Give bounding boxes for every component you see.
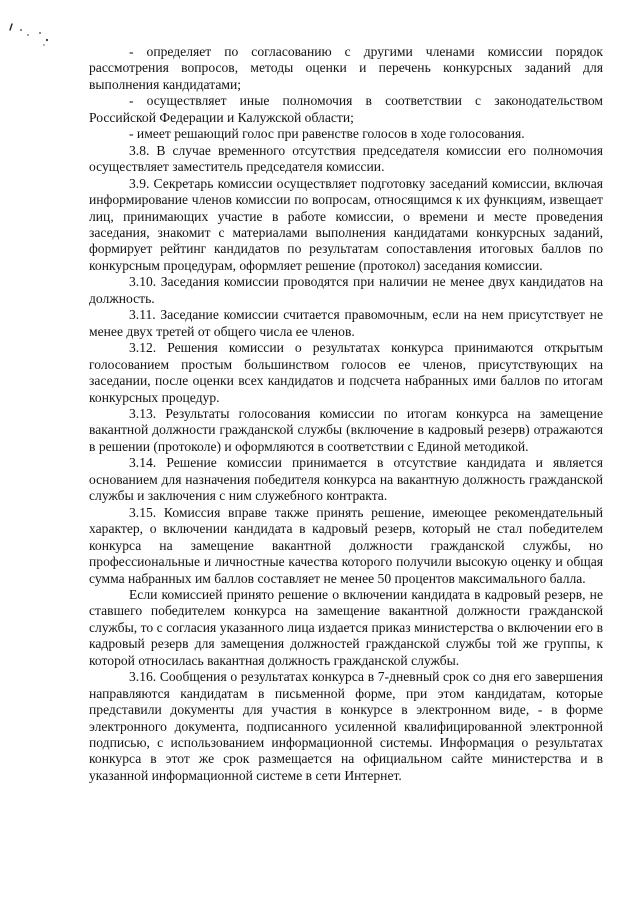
scan-specks bbox=[6, 18, 54, 48]
paragraph: 3.9. Секретарь комиссии осуществляет подготовку заседаний комиссии, включая информирование членов комиссии по вопросам, относящимся к их функциям, извещает лиц, принимающих участие в работе комиссии, о времени и месте проведения заседания, знакомит с материалами выполнения кандидатами конкурсных заданий, формирует рейтинг кандидатов по результатам сопоставления итоговых баллов по конкурсным процедурам, оформляет решение (протокол) заседания комиссии. bbox=[89, 175, 603, 273]
paragraph: 3.16. Сообщения о результатах конкурса в 7-дневный срок со дня его завершения направляются кандидатам в письменной форме, при этом кандидатам, которые представили документы для участия в конкурсе в электронном виде, - в форме электронного документа, подписанного усиленной квалифицированной электронной подписью, с использованием информационной системы. Информация о результатах конкурса в этот же срок размещается на официальном сайте министерства и в указанной информационной системе в сети Интернет. bbox=[89, 669, 603, 783]
document-body bbox=[89, 44, 603, 784]
paragraph: 3.11. Заседание комиссии считается правомочным, если на нем присутствует не менее двух третей от общего числа ее членов. bbox=[89, 307, 603, 339]
paragraph: - имеет решающий голос при равенстве голосов в ходе голосования. bbox=[129, 126, 525, 142]
paragraph: 3.15. Комиссия вправе также принять решение, имеющее рекомендательный характер, о включении кандидата в кадровый резерв, который не стал победителем конкурса на замещение вакантной должности гражданской службы, но профессиональные и личностные качества которого получили высокую оценку и общая сумма набранных им баллов составляет не менее 50 процентов максимального балла. bbox=[89, 504, 603, 586]
paragraph: Если комиссией принято решение о включении кандидата в кадровый резерв, не ставшего победителем конкурса на замещение вакантной должности гражданской службы, то с согласия указанного лица издается приказ министерства о включении его в кадровый резерв для замещения должностей гражданской службы той же группы, к которой относилась вакантная должность гражданской службы. bbox=[89, 586, 603, 668]
paragraph: 3.10. Заседания комиссии проводятся при наличии не менее двух кандидатов на должность. bbox=[89, 274, 603, 306]
paragraph: 3.12. Решения комиссии о результатах конкурса принимаются открытым голосованием простым большинством голосов ее членов, присутствующих на заседании, после оценки всех кандидатов и подсчета набранных ими баллов по итогам конкурсных процедур. bbox=[89, 340, 603, 405]
paragraph: 3.14. Решение комиссии принимается в отсутствие кандидата и является основанием для назначения победителя конкурса на вакантную должность гражданской службы и заключения с ним служебного контракта. bbox=[89, 455, 603, 504]
paragraph: - осуществляет иные полномочия в соответствии с законодательством Российской Федерации и Калужской области; bbox=[89, 93, 603, 125]
paragraph: 3.8. В случае временного отсутствия председателя комиссии его полномочия осуществляет заместитель председателя комиссии. bbox=[89, 142, 603, 175]
paragraph: - определяет по согласованию с другими членами комиссии порядок рассмотрения вопросов, методы оценки и перечень конкурсных заданий для выполнения кандидатами; bbox=[89, 44, 603, 92]
paragraph: 3.13. Результаты голосования комиссии по итогам конкурса на замещение вакантной должности гражданской службы (включение в кадровый резерв) отражаются в решении (протоколе) и оформляются в соответствии с Единой методикой. bbox=[89, 405, 603, 454]
